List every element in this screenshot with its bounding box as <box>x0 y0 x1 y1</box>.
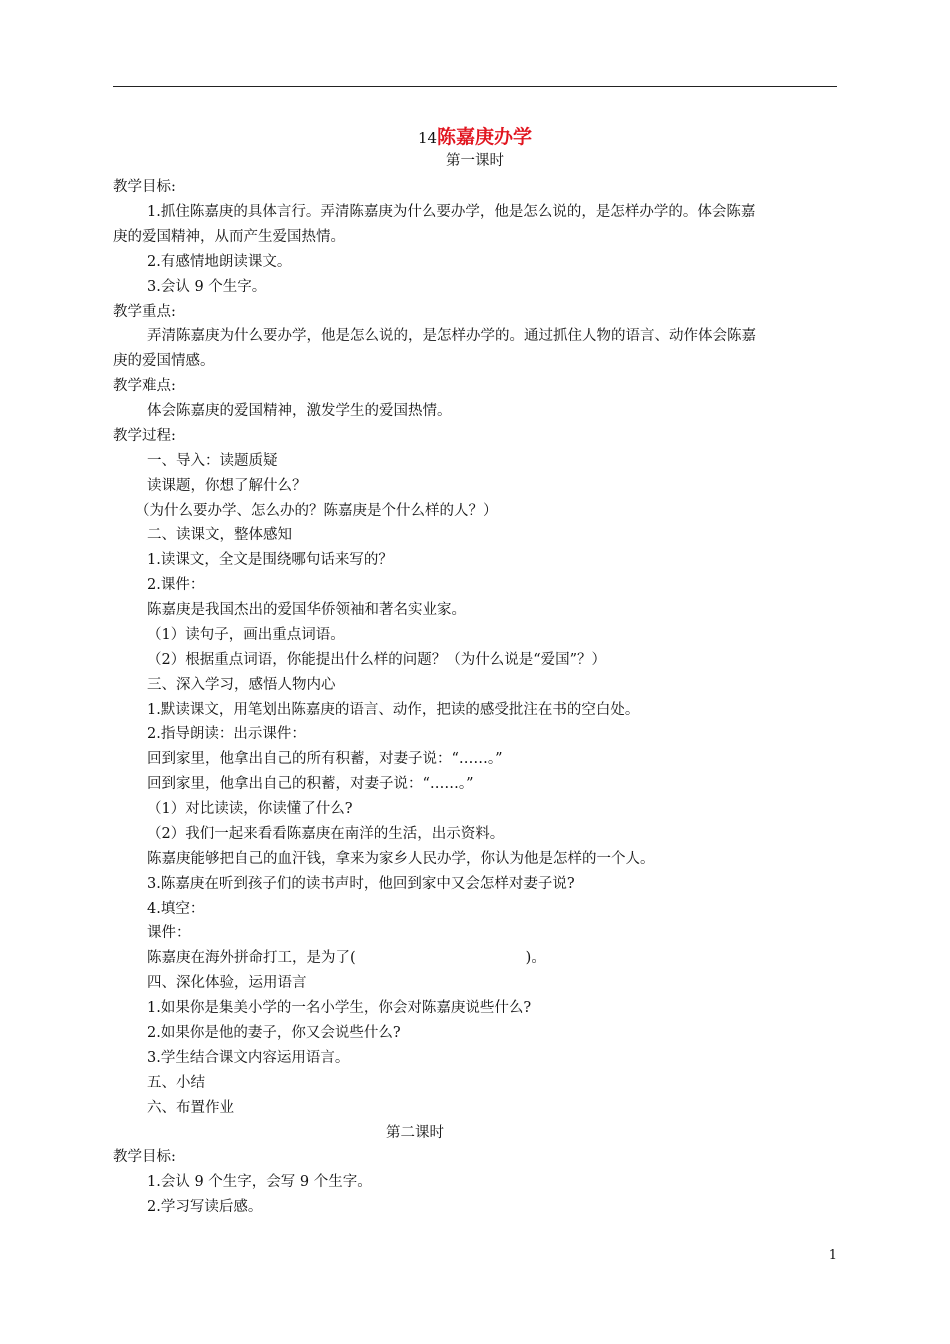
key-line2: 庚的爱国情感。 <box>113 353 215 369</box>
process-step: 回到家里，他拿出自己的积蓄，对妻子说：“……。” <box>147 776 474 792</box>
key-label: 教学重点: <box>113 304 176 320</box>
fill-blank-line <box>147 948 546 968</box>
process-step: 3.陈嘉庚在听到孩子们的读书声时，他回到家中又会怎样对妻子说? <box>147 876 575 892</box>
process-step: （2）我们一起来看看陈嘉庚在南洋的生活，出示资料。 <box>147 826 505 842</box>
process-step: 课件： <box>147 925 191 941</box>
goal1-line1: 1.抓住陈嘉庚的具体言行。弄清陈嘉庚为什么要办学，他是怎么说的，是怎样办学的。体会陈嘉 <box>147 204 756 220</box>
process-step: 2.如果你是他的妻子，你又会说些什么? <box>147 1025 401 1041</box>
process-step: 陈嘉庚能够把自己的血汗钱，拿来为家乡人民办学，你认为他是怎样的一个人。 <box>147 851 655 867</box>
lesson-number: 14 <box>417 129 438 147</box>
process-step: 四、深化体验，运用语言 <box>147 975 307 991</box>
session2-heading: 第二课时 <box>386 1125 444 1141</box>
session2-goal1: 1.会认 9 个生字，会写 9 个生字。 <box>147 1174 372 1190</box>
process-step: 五、小结 <box>147 1075 205 1091</box>
process-step: 三、深入学习，感悟人物内心 <box>147 677 336 693</box>
session2-goal2: 2.学习写读后感。 <box>147 1199 263 1215</box>
key-line1: 弄清陈嘉庚为什么要办学，他是怎么说的，是怎样办学的。通过抓住人物的语言、动作体会陈嘉 <box>147 328 756 344</box>
process-step: （2）根据重点词语，你能提出什么样的问题？（为什么说是“爱国”？） <box>147 652 607 668</box>
lesson-title-text: 陈嘉庚办学 <box>437 126 533 148</box>
goal2: 2.有感情地朗读课文。 <box>147 254 292 270</box>
process-step: 4.填空： <box>147 901 205 917</box>
process-step: （1）对比读读，你读懂了什么? <box>147 801 353 817</box>
process-step: 二、读课文，整体感知 <box>147 527 292 543</box>
process-step: 2.指导朗读：出示课件： <box>147 726 306 742</box>
process-label: 教学过程: <box>113 428 176 444</box>
process-step: 陈嘉庚是我国杰出的爱国华侨领袖和著名实业家。 <box>147 602 466 618</box>
process-step: 2.课件： <box>147 577 205 593</box>
fill-blank-suffix: )。 <box>525 950 546 966</box>
process-step: 读课题，你想了解什么？ <box>147 478 307 494</box>
process-step: （1）读句子，画出重点词语。 <box>147 627 345 643</box>
process-step: （为什么要办学、怎么办的？陈嘉庚是个什么样的人？） <box>135 503 498 519</box>
process-step: 1.默读课文，用笔划出陈嘉庚的语言、动作，把读的感受批注在书的空白处。 <box>147 702 640 718</box>
process-step: 1.如果你是集美小学的一名小学生，你会对陈嘉庚说些什么? <box>147 1000 532 1016</box>
lesson-title <box>0 124 950 151</box>
process-step: 3.学生结合课文内容运用语言。 <box>147 1050 350 1066</box>
process-step: 1.读课文，全文是围绕哪句话来写的？ <box>147 552 393 568</box>
goal1-line2: 庚的爱国精神，从而产生爱国热情。 <box>113 229 345 245</box>
process-step: 六、布置作业 <box>147 1100 234 1116</box>
process-step: 一、导入：读题质疑 <box>147 453 278 469</box>
header-rule <box>113 86 837 87</box>
difficulty-label: 教学难点: <box>113 378 176 394</box>
session2-goals-label: 教学目标: <box>113 1149 176 1165</box>
page-number: 1 <box>828 1248 837 1263</box>
difficulty-text: 体会陈嘉庚的爱国精神，激发学生的爱国热情。 <box>147 403 452 419</box>
process-step: 回到家里，他拿出自己的所有积蓄，对妻子说：“……。” <box>147 751 503 767</box>
goals-label: 教学目标: <box>113 179 176 195</box>
session1-heading: 第一课时 <box>446 153 504 169</box>
goal3: 3.会认 9 个生字。 <box>147 279 267 295</box>
fill-blank-prefix: 陈嘉庚在海外拼命打工，是为了( <box>147 950 356 966</box>
